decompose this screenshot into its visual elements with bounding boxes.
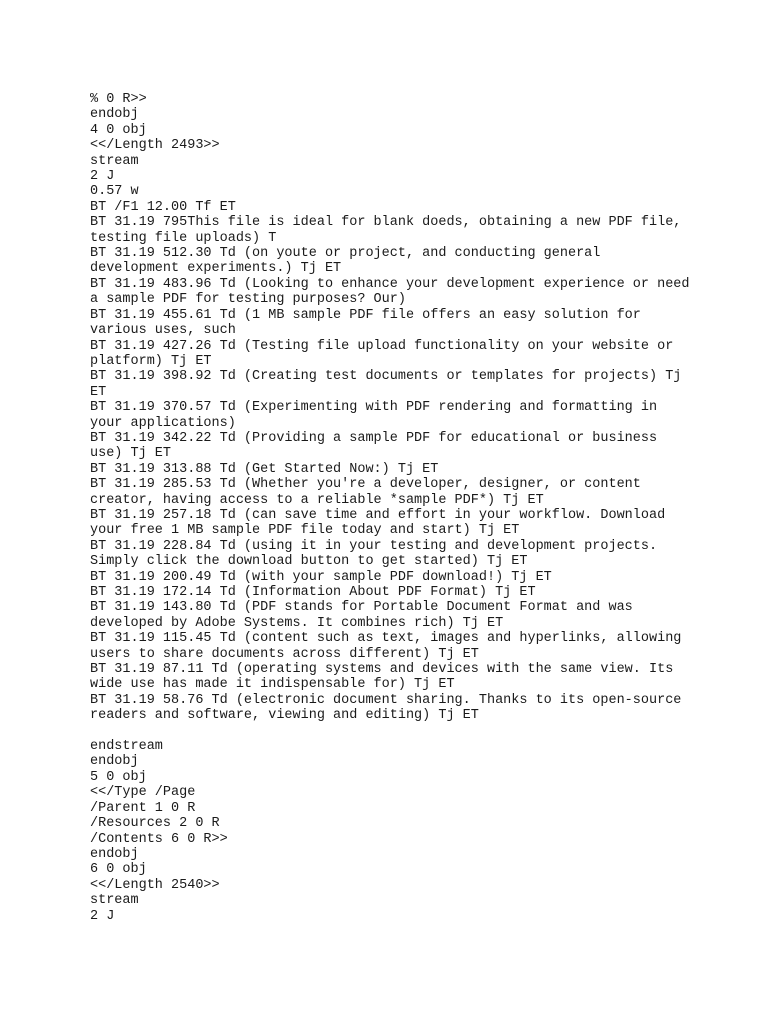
text-line: BT 31.19 143.80 Td (PDF stands for Portable Document Format and was: [90, 600, 633, 616]
pdf-source-text: [90, 92, 710, 924]
text-line: your applications): [90, 415, 236, 431]
text-line: /Resources 2 0 R: [90, 816, 220, 832]
text-line: ET: [90, 384, 107, 400]
text-line: BT 31.19 398.92 Td (Creating test documents or templates for projects) Tj: [90, 369, 682, 385]
text-line: BT 31.19 483.96 Td (Looking to enhance your development experience or need: [90, 276, 690, 292]
text-line: BT 31.19 58.76 Td (electronic document sharing. Thanks to its open-source: [90, 692, 682, 708]
text-line: wide use has made it indispensable for) Tj ET: [90, 677, 455, 693]
text-line: 0.57 w: [90, 184, 139, 200]
text-line: [90, 724, 710, 739]
text-line: stream: [90, 893, 139, 909]
text-line: 5 0 obj: [90, 769, 147, 785]
text-line: /Parent 1 0 R: [90, 800, 196, 816]
text-line: developed by Adobe Systems. It combines rich) Tj ET: [90, 615, 504, 631]
text-line: BT /F1 12.00 Tf ET: [90, 199, 236, 215]
text-line: endobj: [90, 846, 139, 862]
text-line: BT 31.19 87.11 Td (operating systems and devices with the same view. Its: [90, 662, 674, 678]
text-line: Simply click the download button to get started) Tj ET: [90, 554, 528, 570]
text-line: development experiments.) Tj ET: [90, 261, 342, 277]
text-line: BT 31.19 455.61 Td (1 MB sample PDF file offers an easy solution for: [90, 307, 641, 323]
text-line: <</Length 2493>>: [90, 138, 220, 154]
text-line: BT 31.19 285.53 Td (Whether you're a developer, designer, or content: [90, 477, 641, 493]
text-line: BT 31.19 427.26 Td (Testing file upload functionality on your website or: [90, 338, 674, 354]
text-line: BT 31.19 228.84 Td (using it in your testing and development projects.: [90, 538, 658, 554]
text-line: testing file uploads) T: [90, 230, 277, 246]
text-line: endobj: [90, 754, 139, 770]
text-line: a sample PDF for testing purposes? Our): [90, 292, 406, 308]
text-line: endstream: [90, 739, 163, 755]
text-line: readers and software, viewing and editing) Tj ET: [90, 708, 479, 724]
text-line: stream: [90, 153, 139, 169]
text-line: % 0 R>>: [90, 92, 147, 107]
text-line: 6 0 obj: [90, 862, 147, 878]
text-line: various uses, such: [90, 323, 236, 339]
text-line: your free 1 MB sample PDF file today and start) Tj ET: [90, 523, 520, 539]
text-line: BT 31.19 795This file is ideal for blank doeds, obtaining a new PDF file,: [90, 215, 682, 231]
text-line: BT 31.19 172.14 Td (Information About PDF Format) Tj ET: [90, 585, 536, 600]
text-line: use) Tj ET: [90, 446, 172, 462]
text-line: BT 31.19 200.49 Td (with your sample PDF download!) Tj ET: [90, 569, 552, 585]
text-line: 2 J: [90, 169, 115, 185]
text-line: BT 31.19 257.18 Td (can save time and effort in your workflow. Download: [90, 507, 666, 523]
text-line: 2 J: [90, 908, 115, 924]
text-line: users to share documents across different) Tj ET: [90, 646, 479, 662]
text-line: BT 31.19 370.57 Td (Experimenting with PDF rendering and formatting in: [90, 400, 658, 416]
text-line: 4 0 obj: [90, 122, 147, 138]
text-line: BT 31.19 342.22 Td (Providing a sample PDF for educational or business: [90, 430, 658, 446]
text-line: <</Length 2540>>: [90, 877, 220, 893]
text-line: BT 31.19 115.45 Td (content such as text, images and hyperlinks, allowing: [90, 631, 682, 647]
text-line: BT 31.19 512.30 Td (on youte or project, and conducting general: [90, 246, 601, 262]
text-line: <</Type /Page: [90, 785, 196, 801]
text-line: /Contents 6 0 R>>: [90, 831, 228, 847]
text-line: endobj: [90, 107, 139, 123]
text-line: creator, having access to a reliable *sample PDF*) Tj ET: [90, 492, 544, 508]
text-line: platform) Tj ET: [90, 353, 212, 369]
text-line: BT 31.19 313.88 Td (Get Started Now:) Tj ET: [90, 461, 439, 477]
